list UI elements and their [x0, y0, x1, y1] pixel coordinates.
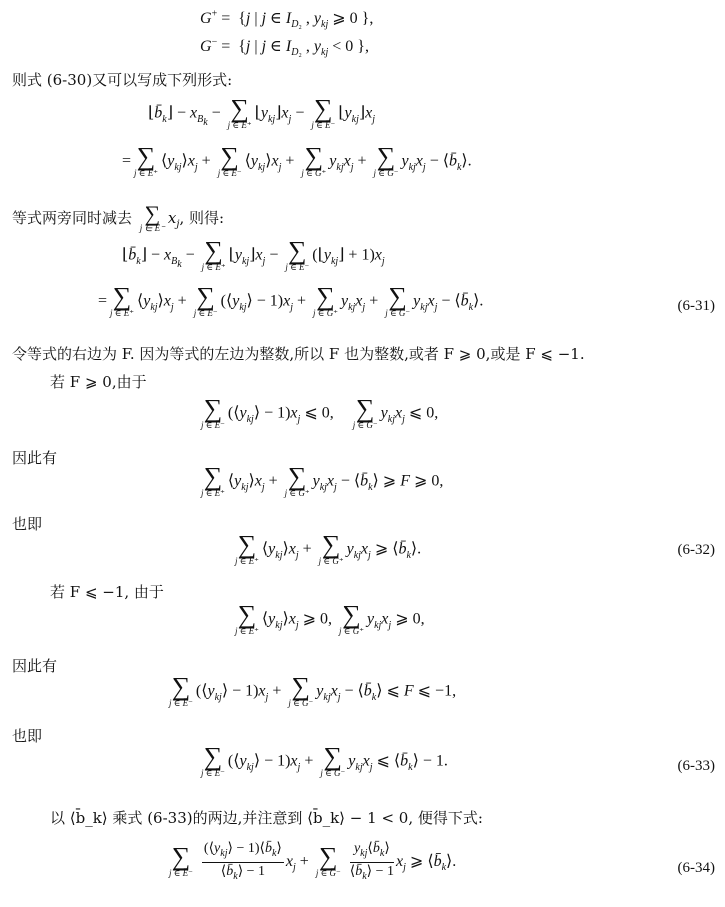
- equation-34: ∑ j ∈ E⁻ $\frac{(⟨y_{kj}⟩ - 1)⟨b̄_k⟩}{⟨b̄_k⟩ - 1}$ $x_j$ + ∑ j ∈ G⁻ $\frac{y_{kj}⟨b̄_k⟩}{⟨b̄_k⟩ - 1}$ $x_j$ ⩾ $⟨b̄_k⟩$.: [169, 841, 457, 882]
- g-plus-definition: G+ = {j | j ∈ $I_{D_2}$ , $y_{kj}$ ⩾ 0 },: [200, 8, 374, 31]
- equation-number-6-33: (6-33): [677, 758, 715, 774]
- equation-rewrite-lhs: $⌊b̄_k⌋ - x_{B_k}$ − ∑ j ∈ E⁺ $⌊y_{kj}⌋x_j$ − ∑ j ∈ E⁻ $⌊y_{kj}⌋x_j$: [148, 94, 375, 130]
- text-multiply-both-sides: 以 ⟨b̄_k⟩ 乘式 (6-33)的两边,并注意到 ⟨b̄_k⟩ − 1 < 0, 便得下式:: [50, 809, 483, 827]
- text-rewrite-intro: 则式 (6-30)又可以写成下列形式:: [12, 71, 233, 89]
- text-that-is-1: 也即: [12, 515, 43, 533]
- equation-number-6-34: (6-34): [677, 860, 715, 876]
- equation-rewrite-rhs: = ∑ j ∈ E⁺ $⟨y_{kj}⟩x_j$ + ∑ j ∈ E⁻ $⟨y_{kj}⟩x_j$ + ∑ j ∈ G⁺ $y_{kj}x_j$ + ∑ j ∈ G⁻ $y_{kj}x_j$ − $⟨b̄_k⟩$.: [122, 142, 472, 178]
- equation-32: ∑ j ∈ E⁺ $⟨y_{kj}⟩x_j$ + ∑ j ∈ G⁺ $y_{kj}x_j$ ⩾ $⟨b̄_k⟩$.: [235, 530, 422, 566]
- equation-33: ∑ j ∈ E⁻ $(⟨y_{kj}⟩ - 1)x_j$ + ∑ j ∈ G⁻ $y_{kj}x_j$ ⩽ $⟨b̄_k⟩ - 1$.: [201, 742, 448, 778]
- text-therefore-2: 因此有: [12, 657, 58, 675]
- equation-number-6-31: (6-31): [677, 298, 715, 314]
- equation-31-lhs: $⌊b̄_k⌋ - x_{B_k}$ − ∑ j ∈ E⁺ $⌊y_{kj}⌋x_j$ − ∑ j ∈ E⁻ $(⌊y_{kj}⌋ + 1)x_j$: [122, 236, 385, 272]
- equation-F-nonneg-result: ∑ j ∈ E⁺ $⟨y_{kj}⟩x_j$ + ∑ j ∈ G⁺ $y_{kj}x_j$ − $⟨b̄_k⟩$ ⩾ F ⩾ 0,: [201, 462, 444, 498]
- text-therefore-1: 因此有: [12, 449, 58, 467]
- text-if-F-le-minus-one: 若 F ⩽ −1, 由于: [50, 583, 164, 601]
- equation-number-6-32: (6-32): [677, 542, 715, 558]
- text-if-F-nonnegative: 若 F ⩾ 0,由于: [50, 373, 147, 391]
- equation-31-rhs: = ∑ j ∈ E⁺ $⟨y_{kj}⟩x_j$ + ∑ j ∈ E⁻ $(⟨y_{kj}⟩ - 1)x_j$ + ∑ j ∈ G⁺ $y_{kj}x_j$ + ∑ j ∈ G⁻ $y_{kj}x_j$ − $⟨b̄_k⟩$.: [98, 282, 484, 318]
- text-subtract-both-sides: 等式两旁同时减去 ∑ j ∈ E⁻ $x_j$, 则得:: [12, 201, 225, 233]
- equation-F-nonneg-conditions: ∑ j ∈ E⁻ $(⟨y_{kj}⟩ - 1)x_j$ ⩽ 0, ∑ j ∈ G⁻ $y_{kj}x_j$ ⩽ 0,: [201, 394, 439, 430]
- g-minus-definition: G− = {j | j ∈ $I_{D_2}$ , $y_{kj} < 0$ },: [200, 36, 369, 59]
- text-that-is-2: 也即: [12, 727, 43, 745]
- text-let-right-side-F: 令等式的右边为 F. 因为等式的左边为整数,所以 F 也为整数,或者 F ⩾ 0,或是 F ⩽ −1.: [12, 345, 585, 363]
- equation-F-neg-result: ∑ j ∈ E⁻ $(⟨y_{kj}⟩ - 1)x_j$ + ∑ j ∈ G⁻ $y_{kj}x_j$ − $⟨b̄_k⟩$ ⩽ F ⩽ −1,: [169, 672, 457, 708]
- equation-F-neg-conditions: ∑ j ∈ E⁺ $⟨y_{kj}⟩x_j$ ⩾ 0, ∑ j ∈ G⁺ $y_{kj}x_j$ ⩾ 0,: [235, 600, 425, 636]
